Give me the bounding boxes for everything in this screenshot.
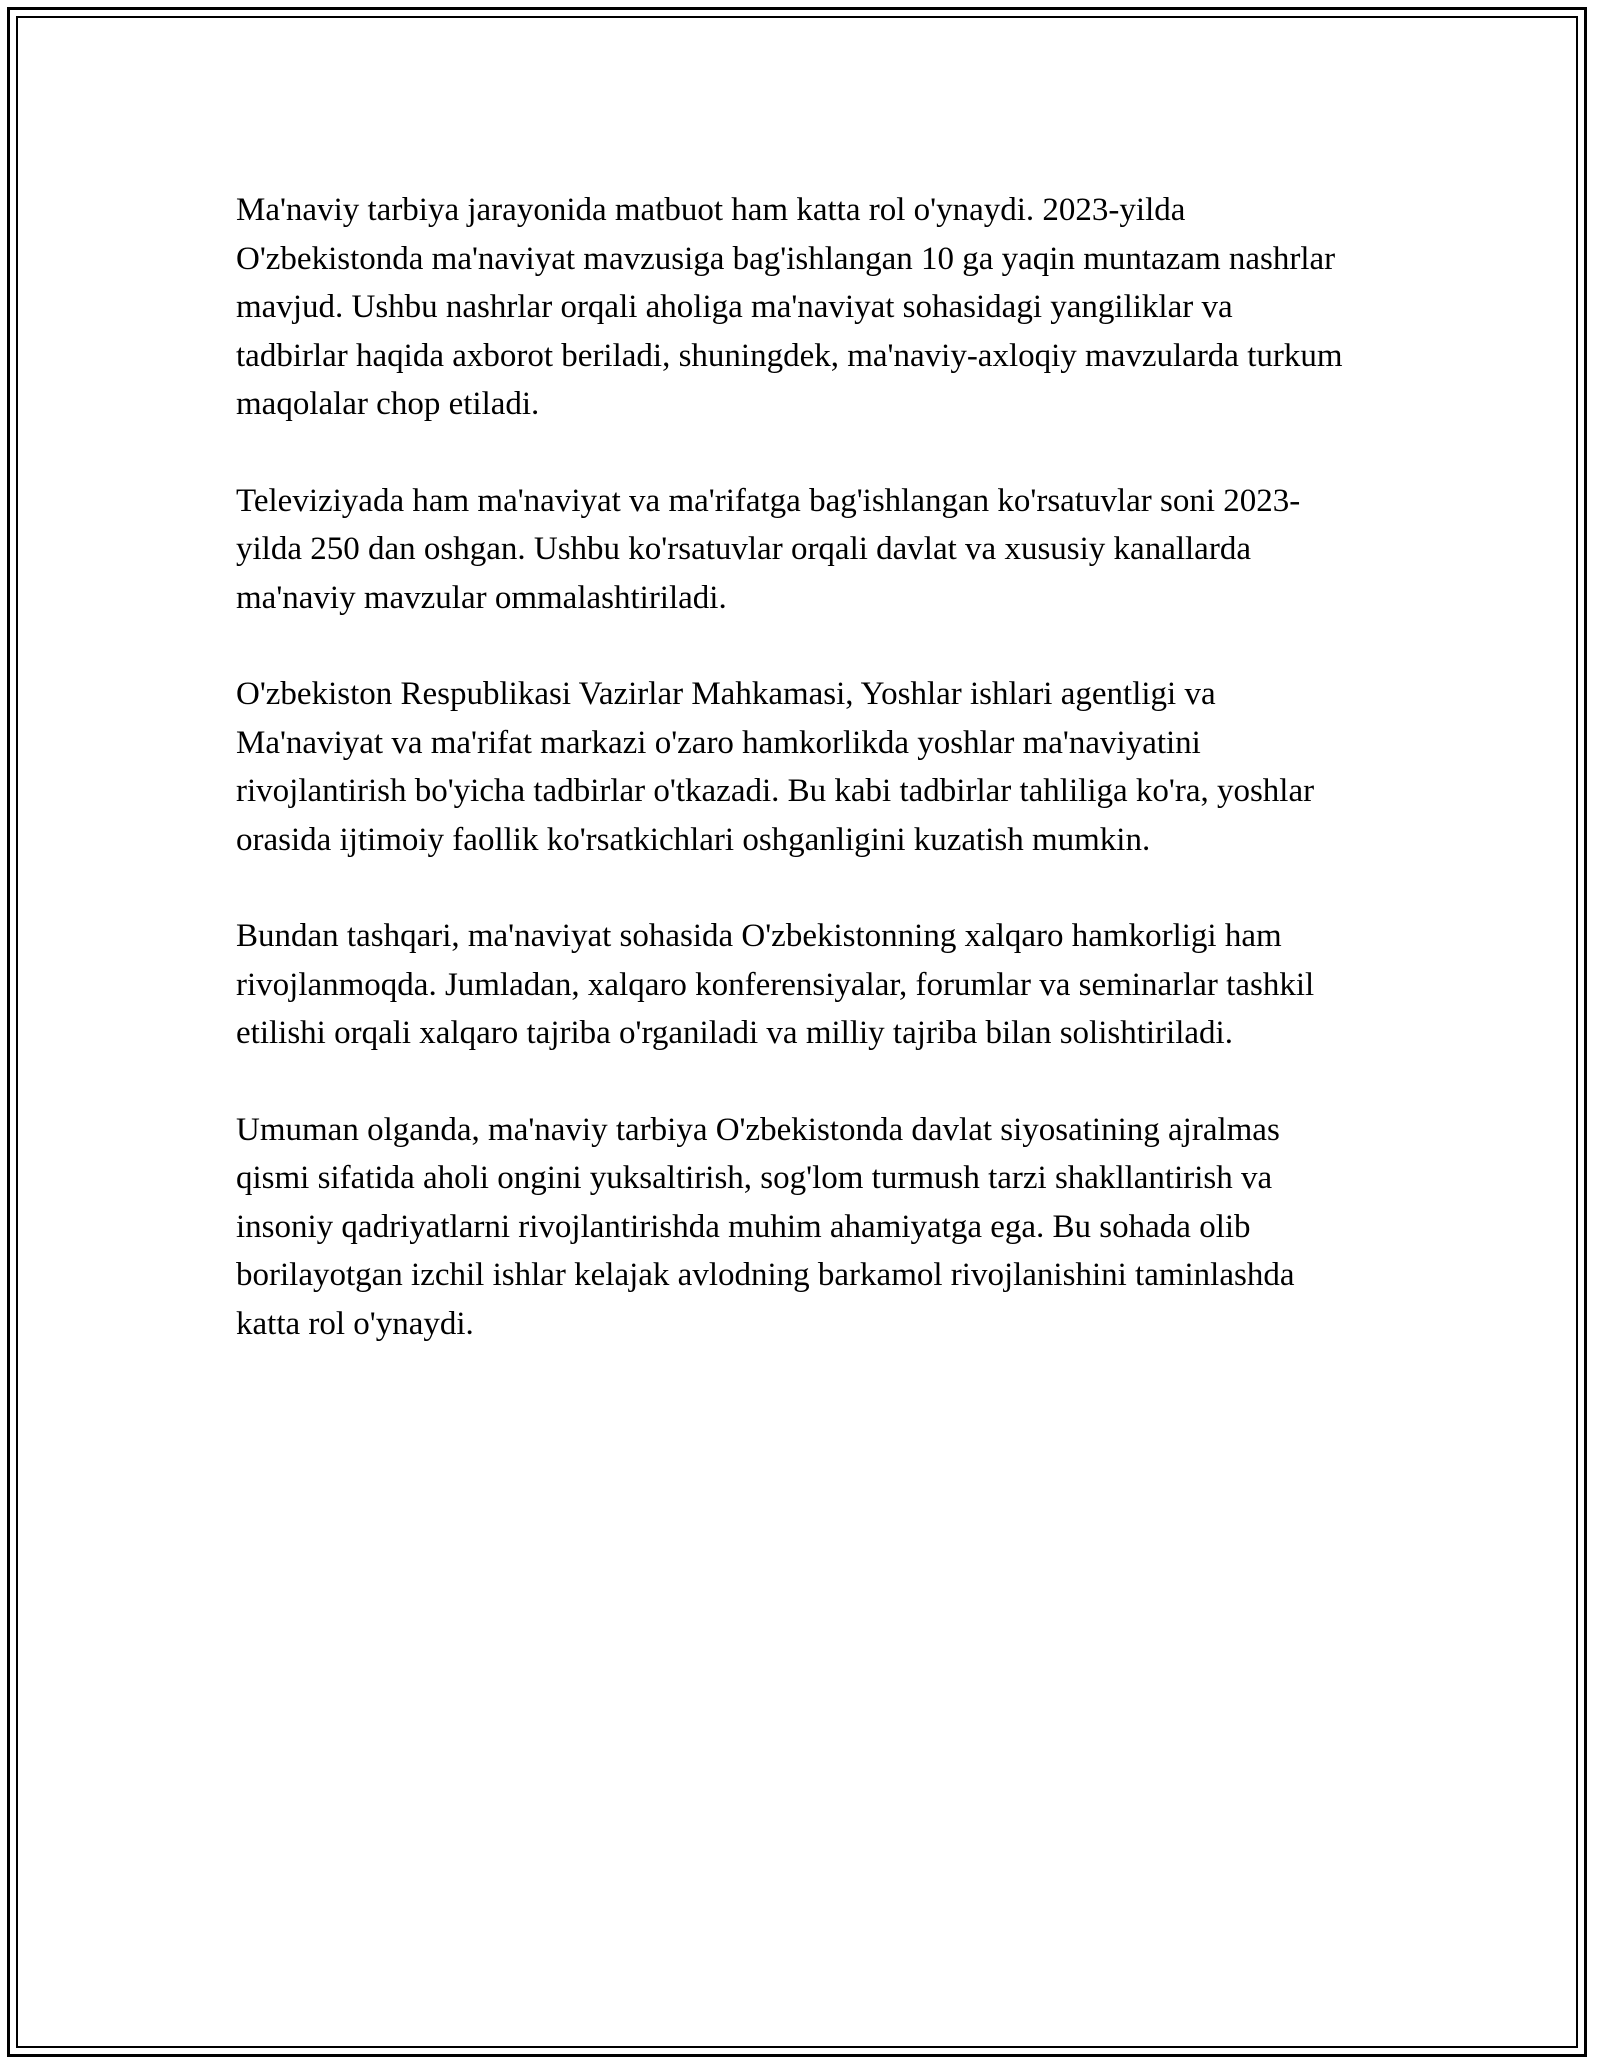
paragraph-international-cooperation: Bundan tashqari, ma'naviyat sohasida O'zbekistonning xalqaro hamkorligi ham rivojlanmoqda. Jumladan, xalqaro konferensiyalar, forumlar va seminarlar tashkil etilishi orqali xalqaro tajriba o'rganiladi va milliy tajriba bilan solishtiriladi. — [236, 918, 1315, 1051]
paragraph-television: Televiziyada ham ma'naviyat va ma'rifatga bag'ishlangan ko'rsatuvlar soni 2023-yilda 250 dan oshgan. Ushbu ko'rsatuvlar orqali davlat va xususiy kanallarda ma'naviy mavzular ommalashtiriladi. — [236, 482, 1301, 616]
paragraph-press: Ma'naviy tarbiya jarayonida matbuot ham katta rol o'ynaydi. 2023-yilda O'zbekistonda ma'naviyat mavzusiga bag'ishlangan 10 ga yaqin muntazam nashrlar mavjud. Ushbu nashrlar orqali aholiga ma'naviyat sohasidagi yangiliklar va tadbirlar haqida axborot beriladi, shuningdek, ma'naviy-axloqiy mavzularda turkum maqolalar chop etiladi. — [236, 192, 1343, 422]
document-body — [236, 186, 1346, 1396]
paragraph-conclusion: Umuman olganda, ma'naviy tarbiya O'zbekistonda davlat siyosatining ajralmas qismi sifatida aholi ongini yuksaltirish, sog'lom turmush tarzi shakllantirish va insoniy qadriyatlarni rivojlantirishda muhim ahamiyatga ega. Bu sohada olib borilayotgan izchil ishlar kelajak avlodning barkamol rivojlanishini taminlashda katta rol o'ynaydi. — [236, 1111, 1295, 1342]
paragraph-youth-cooperation: O'zbekiston Respublikasi Vazirlar Mahkamasi, Yoshlar ishlari agentligi va Ma'naviyat va ma'rifat markazi o'zaro hamkorlikda yoshlar ma'naviyatini rivojlantirish bo'yicha tadbirlar o'tkazadi. Bu kabi tadbirlar tahliliga ko'ra, yoshlar orasida ijtimoiy faollik ko'rsatkichlari oshganligini kuzatish mumkin. — [236, 676, 1315, 858]
